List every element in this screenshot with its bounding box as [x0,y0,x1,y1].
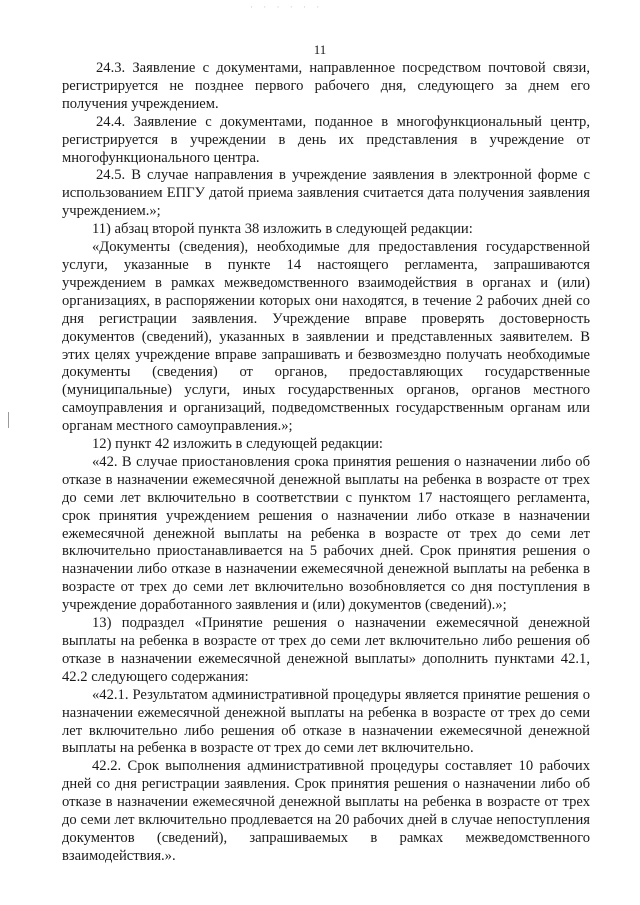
amendment-11-heading: 11) абзац второй пункта 38 изложить в следующей редакции: [92,221,473,238]
document-body [62,60,590,866]
scan-artifact-marks: · · · · · · [250,2,324,12]
amendment-11-text: «Документы (сведения), необходимые для предоставления государственной услуги, указанные в пункте 14 настоящего регламента, запрашиваются учреждением в рамках межведомственного взаимодействия в органах и (или) организациях, в распоряжении которых они находятся, в течение 2 рабочих дней со дня регистрации заявления. Учреждение вправе проверять достоверность документов (сведений), указанных в заявлении и представленных заявителем. В этих целях учреждение вправе запрашивать и безвозмездно получать необходимые документы (сведения) от органов, предоставляющих государственные (муниципальные) услуги, иных государственных органов, органов местного самоуправления и организаций, подведомственных государственным органам или органам местного самоуправления.»; [62,239,590,435]
amendment-12-heading: 12) пункт 42 изложить в следующей редакции: [92,436,383,453]
paragraph-42-1: «42.1. Результатом административной процедуры является принятие решения о назначении ежемесячной денежной выплаты на ребенка в возрасте от трех до семи лет включительно либо решения об отказе в назначении ежемесячной денежной выплаты на ребенка в возрасте от трех до семи лет включительно. [62,686,590,757]
paragraph-42-2: 42.2. Срок выполнения административной процедуры составляет 10 рабочих дней со дня регистрации заявления. Срок принятия решения о назначении либо об отказе в назначении ежемесячной денежной выплаты на ребенка в возрасте от трех до семи лет включительно продлевается на 20 рабочих дней в случае непоступления документов (сведений), запрашиваемых в рамках межведомственного взаимодействия.». [62,758,590,864]
amendment-13-heading: 13) подраздел «Принятие решения о назначении ежемесячной денежной выплаты на ребенка в возрасте от трех до семи лет включительно либо решения об отказе в назначении ежемесячной денежной выплаты» дополнить пунктами 42.1, 42.2 следующего содержания: [62,615,590,685]
paragraph-24-3: 24.3. Заявление с документами, направленное посредством почтовой связи, регистрируется не позднее первого рабочего дня, следующего за днем его получения учреждением. [62,60,590,112]
amendment-12-text: «42. В случае приостановления срока принятия решения о назначении либо об отказе в назначении ежемесячной денежной выплаты на ребенка в возрасте от трех до семи лет включительно в соответствии с пунктом 17 настоящего регламента, срок принятия учреждением решения о назначении либо отказе в назначении ежемесячной денежной выплаты на ребенка в возрасте от трех до семи лет включительно приостанавливается на 5 рабочих дней. Срок принятия решения о назначении либо отказе в назначении ежемесячной денежной выплаты на ребенка в возрасте от трех до семи лет включительно возобновляется со дня поступления в учреждение доработанного заявления и (или) документов (сведений).»; [62,453,590,614]
page-number: 11 [313,42,327,57]
paragraph-24-4: 24.4. Заявление с документами, поданное в многофункциональный центр, регистрируется в учреждении в день их представления в учреждение от многофункционального центра. [62,113,590,166]
margin-mark [8,412,9,428]
paragraph-24-5: 24.5. В случае направления в учреждение заявления в электронной форме с использованием ЕПГУ датой приема заявления считается дата получения заявления учреждением.»; [62,167,590,220]
